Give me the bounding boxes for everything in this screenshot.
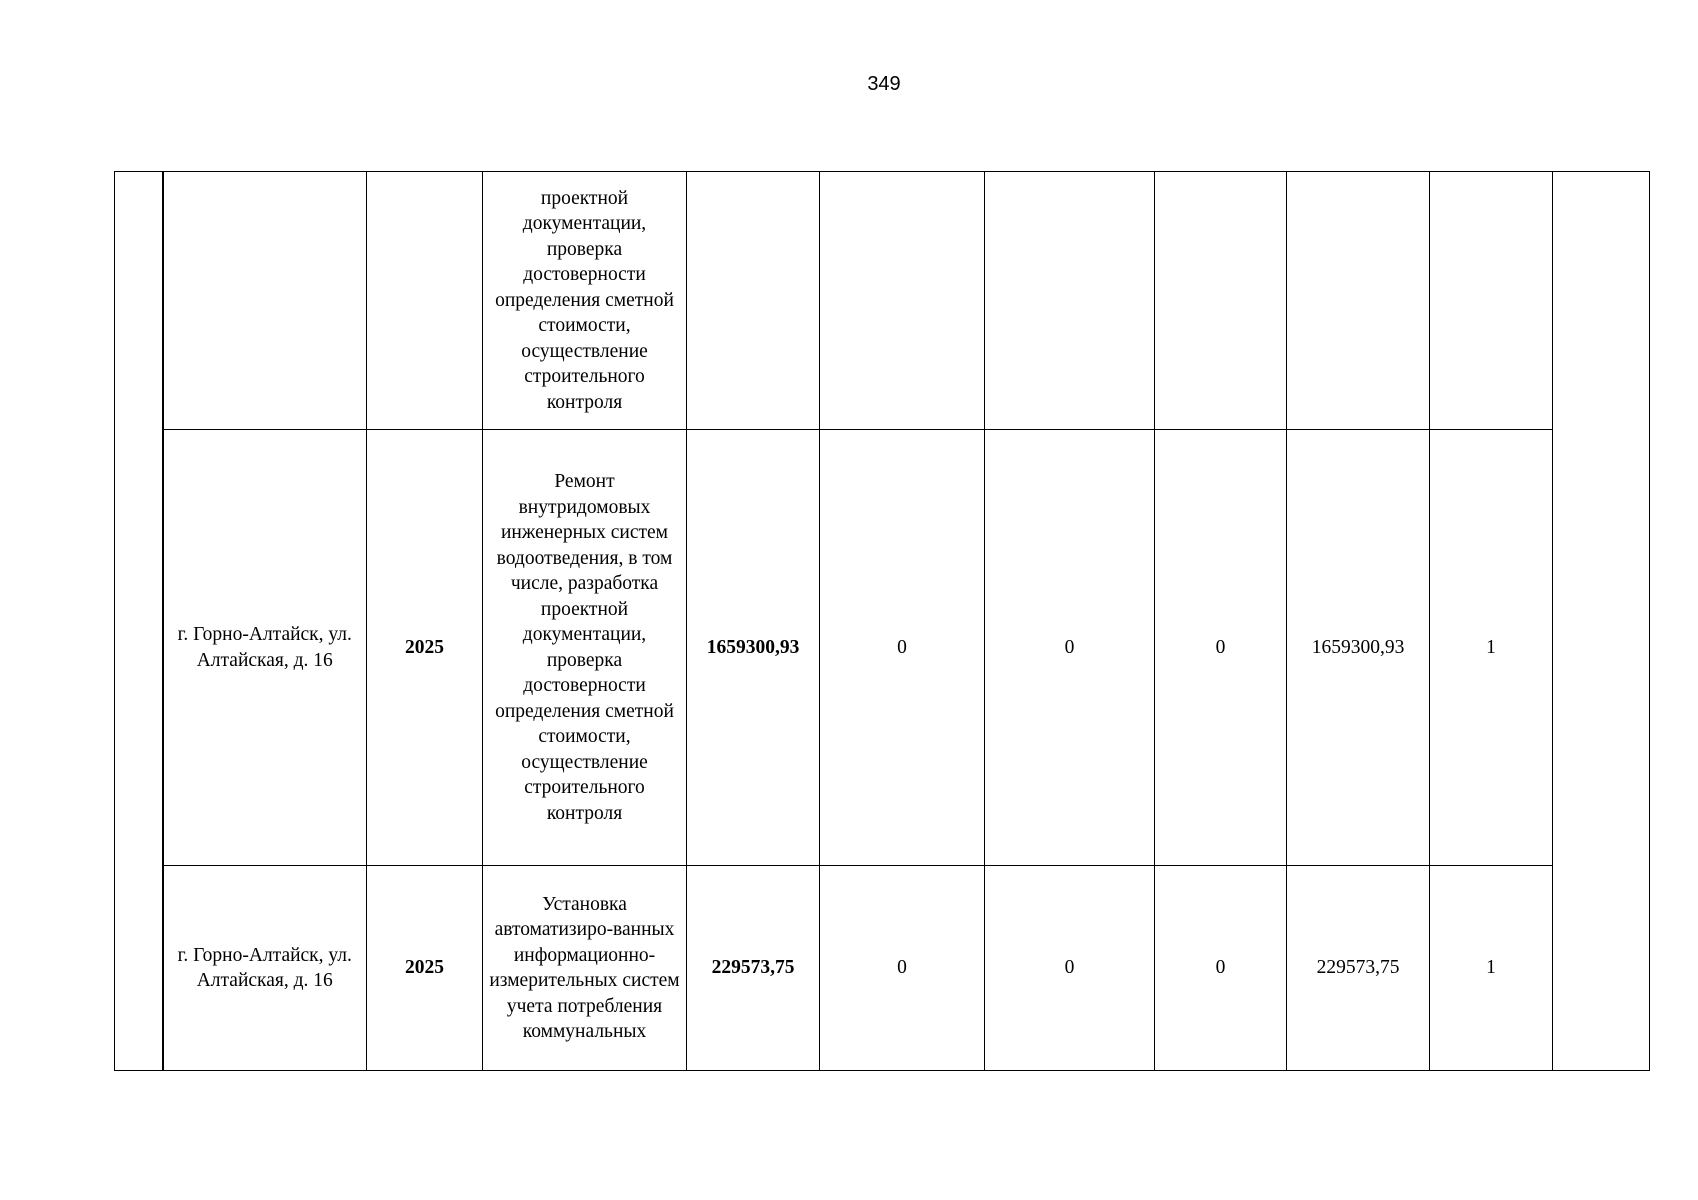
cost-cell-7: 0 — [1155, 430, 1287, 866]
address-cell: г. Горно-Алтайск, ул. Алтайская, д. 16 — [163, 430, 367, 866]
count-cell: 1 — [1430, 866, 1553, 1071]
table-row — [115, 866, 1650, 1071]
cost-cell-7: 0 — [1155, 866, 1287, 1071]
total-cost-cell — [687, 172, 820, 430]
work-type-cell: проектной документации, проверка достоверности определения сметной стоимости, осуществление строительного контроля — [483, 172, 687, 430]
table-row — [115, 172, 1650, 430]
table-row — [115, 430, 1650, 866]
page-number: 349 — [867, 73, 901, 95]
objects-table — [114, 171, 1650, 1071]
address-cell: г. Горно-Алтайск, ул. Алтайская, д. 16 — [163, 866, 367, 1071]
year-cell: 2025 — [367, 866, 483, 1071]
cost-cell-5 — [820, 172, 985, 430]
work-type-cell: Ремонт внутридомовых инженерных систем водоотведения, в том числе, разработка проектной документации, проверка достоверности определения сметной стоимости, осуществление строительного контроля — [483, 430, 687, 866]
row-number-cell — [115, 172, 163, 1071]
cost-cell-6: 0 — [985, 430, 1155, 866]
cost-cell-5: 0 — [820, 866, 985, 1071]
year-cell — [367, 172, 483, 430]
count-cell — [1430, 172, 1553, 430]
total-cost-cell: 1659300,93 — [687, 430, 820, 866]
cost-cell-6 — [985, 172, 1155, 430]
address-cell — [163, 172, 367, 430]
last-column-cell — [1553, 172, 1650, 1071]
cost-cell-5: 0 — [820, 430, 985, 866]
cost-cell-8 — [1287, 172, 1430, 430]
cost-cell-8: 229573,75 — [1287, 866, 1430, 1071]
work-type-cell: Установка автоматизиро-ванных информационно-измерительных систем учета потребления коммунальных — [483, 866, 687, 1071]
year-cell: 2025 — [367, 430, 483, 866]
cost-cell-6: 0 — [985, 866, 1155, 1071]
total-cost-cell: 229573,75 — [687, 866, 820, 1071]
count-cell: 1 — [1430, 430, 1553, 866]
cost-cell-7 — [1155, 172, 1287, 430]
cost-cell-8: 1659300,93 — [1287, 430, 1430, 866]
